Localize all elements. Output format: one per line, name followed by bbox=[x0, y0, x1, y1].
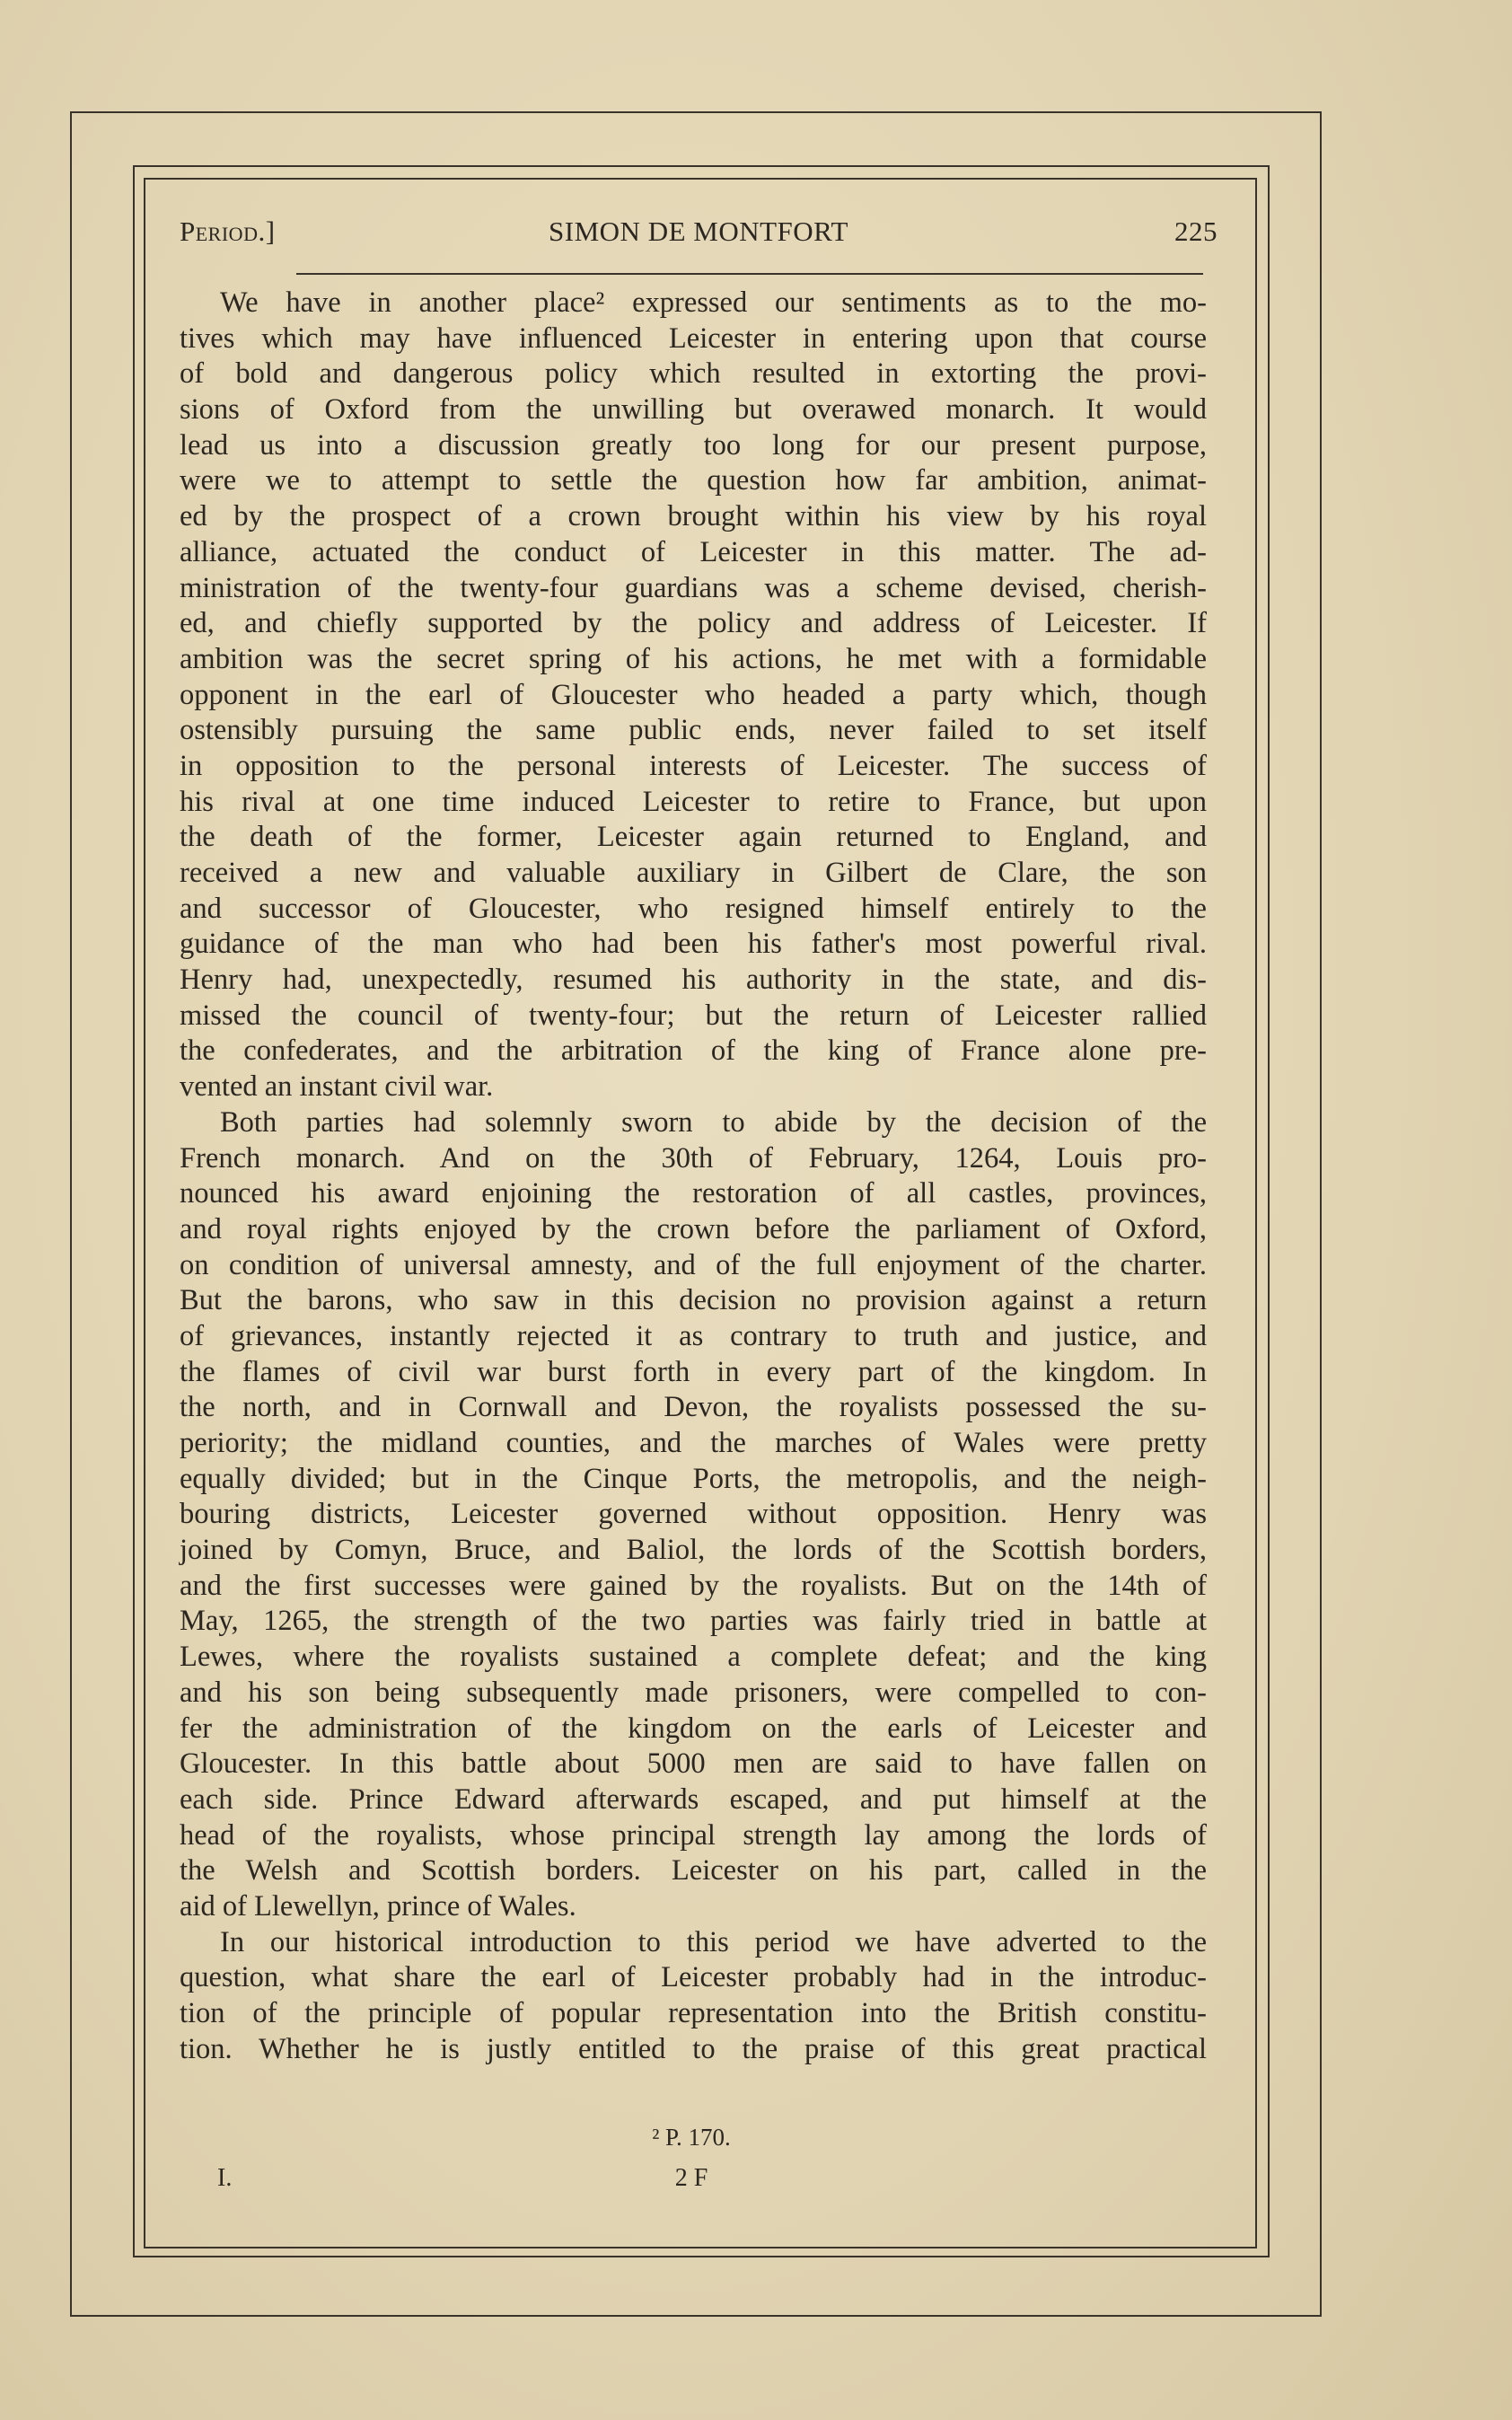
text-line: Gloucester. In this battle about 5000 men are said to have fallen on bbox=[180, 1747, 1207, 1781]
text-line: French monarch. And on the 30th of February, 1264, Louis pro- bbox=[180, 1141, 1207, 1175]
inner-frame-bottom-2 bbox=[144, 2247, 1257, 2248]
text-line: ed by the prospect of a crown brought within his view by his royal bbox=[180, 500, 1207, 533]
inner-frame-top-2 bbox=[144, 178, 1257, 180]
text-line: ed, and chiefly supported by the policy and address of Leicester. If bbox=[180, 607, 1207, 640]
text-line: sions of Oxford from the unwilling but overawed monarch. It would bbox=[180, 393, 1207, 427]
text-line: head of the royalists, whose principal strength lay among the lords of bbox=[180, 1818, 1207, 1852]
text-line: nounced his award enjoining the restoration of all castles, provinces, bbox=[180, 1177, 1207, 1210]
inner-frame-right bbox=[1268, 165, 1270, 2257]
volume-number: I. bbox=[217, 2164, 233, 2192]
text-line: bouring districts, Leicester governed without opposition. Henry was bbox=[180, 1498, 1207, 1531]
text-line: were we to attempt to settle the question how far ambition, animat- bbox=[180, 464, 1207, 497]
text-line: and his son being subsequently made prisoners, were compelled to con- bbox=[180, 1676, 1207, 1709]
text-line: periority; the midland counties, and the marches of Wales were pretty bbox=[180, 1427, 1207, 1459]
text-line: joined by Comyn, Bruce, and Baliol, the lords of the Scottish borders, bbox=[180, 1534, 1207, 1567]
text-line: tives which may have influenced Leicester in entering upon that course bbox=[180, 321, 1207, 355]
inner-frame-top bbox=[135, 165, 1268, 167]
text-line: We have in another place² expressed our sentiments as to the mo- bbox=[220, 286, 1207, 319]
text-line: received a new and valuable auxiliary in Gilbert de Clare, the son bbox=[180, 857, 1207, 889]
text-line: tion of the principle of popular representation into the British constitu- bbox=[180, 1997, 1207, 2029]
text-line: tion. Whether he is justly entitled to the praise of this great practical bbox=[180, 2032, 1207, 2065]
text-line: ambition was the secret spring of his actions, he met with a formidable bbox=[180, 642, 1207, 675]
page-number: 225 bbox=[1174, 216, 1218, 247]
text-line: opponent in the earl of Gloucester who headed a party which, though bbox=[180, 678, 1207, 711]
inner-frame-left-2 bbox=[144, 178, 145, 2248]
text-line: aid of Llewellyn, prince of Wales. bbox=[180, 1889, 576, 1923]
inner-frame-left bbox=[133, 165, 135, 2257]
text-line: equally divided; but in the Cinque Ports, the metropolis, and the neigh- bbox=[180, 1462, 1207, 1495]
text-line: But the barons, who saw in this decision no provision against a return bbox=[180, 1284, 1207, 1317]
text-line: the north, and in Cornwall and Devon, the royalists possessed the su- bbox=[180, 1391, 1207, 1424]
text-line: the Welsh and Scottish borders. Leicester on his part, called in the bbox=[180, 1854, 1207, 1888]
text-line: guidance of the man who had been his father's most powerful rival. bbox=[180, 928, 1207, 961]
text-line: missed the council of twenty-four; but the return of Leicester rallied bbox=[180, 999, 1207, 1032]
text-line: In our historical introduction to this period we have adverted to the bbox=[220, 1925, 1207, 1958]
text-line: the confederates, and the arbitration of the king of France alone pre- bbox=[180, 1034, 1207, 1068]
text-line: and successor of Gloucester, who resigned himself entirely to the bbox=[180, 892, 1207, 925]
text-line: lead us into a discussion greatly too long for our present purpose, bbox=[180, 428, 1207, 462]
running-header bbox=[180, 216, 1218, 255]
text-line: the death of the former, Leicester again returned to England, and bbox=[180, 821, 1207, 854]
outer-frame-top bbox=[70, 111, 1322, 113]
text-line: the flames of civil war burst forth in every part of the kingdom. In bbox=[180, 1355, 1207, 1388]
text-line: each side. Prince Edward afterwards escaped, and put himself at the bbox=[180, 1782, 1207, 1816]
text-line: of bold and dangerous policy which resulted in extorting the provi- bbox=[180, 357, 1207, 391]
header-period: Period.] bbox=[180, 216, 276, 247]
text-line: and the first successes were gained by the royalists. But on the 14th of bbox=[180, 1569, 1207, 1602]
text-line: in opposition to the personal interests of Leicester. The success of bbox=[180, 749, 1207, 782]
text-line: his rival at one time induced Leicester to retire to France, but upon bbox=[180, 785, 1207, 818]
outer-frame-bottom bbox=[70, 2315, 1322, 2317]
inner-frame-right-2 bbox=[1255, 178, 1257, 2248]
text-line: of grievances, instantly rejected it as contrary to truth and justice, and bbox=[180, 1319, 1207, 1352]
body-text bbox=[180, 286, 1207, 2067]
outer-frame-left bbox=[70, 111, 72, 2317]
outer-frame-right bbox=[1320, 111, 1322, 2317]
text-line: Henry had, unexpectedly, resumed his authority in the state, and dis- bbox=[180, 964, 1207, 997]
header-rule bbox=[296, 273, 1203, 275]
text-line: vented an instant civil war. bbox=[180, 1070, 494, 1104]
text-line: May, 1265, the strength of the two parties was fairly tried in battle at bbox=[180, 1605, 1207, 1638]
text-line: ostensibly pursuing the same public ends, never failed to set itself bbox=[180, 714, 1207, 747]
text-line: ministration of the twenty-four guardians was a scheme devised, cherish- bbox=[180, 571, 1207, 604]
signature-mark: 2 F bbox=[674, 2164, 708, 2192]
text-line: question, what share the earl of Leicester probably had in the introduc- bbox=[180, 1961, 1207, 1994]
signature-line bbox=[180, 2164, 1203, 2200]
text-line: alliance, actuated the conduct of Leicester in this matter. The ad- bbox=[180, 535, 1207, 568]
text-line: fer the administration of the kingdom on the earls of Leicester and bbox=[180, 1712, 1207, 1745]
header-title: SIMON DE MONTFORT bbox=[549, 216, 848, 247]
text-line: Lewes, where the royalists sustained a complete defeat; and the king bbox=[180, 1641, 1207, 1674]
footnote: ² P. 170. bbox=[652, 2124, 731, 2151]
text-line: and royal rights enjoyed by the crown before the parliament of Oxford, bbox=[180, 1212, 1207, 1245]
inner-frame-bottom bbox=[133, 2256, 1270, 2257]
text-line: on condition of universal amnesty, and of the full enjoyment of the charter. bbox=[180, 1248, 1207, 1281]
text-line: Both parties had solemnly sworn to abide by the decision of the bbox=[220, 1105, 1207, 1139]
